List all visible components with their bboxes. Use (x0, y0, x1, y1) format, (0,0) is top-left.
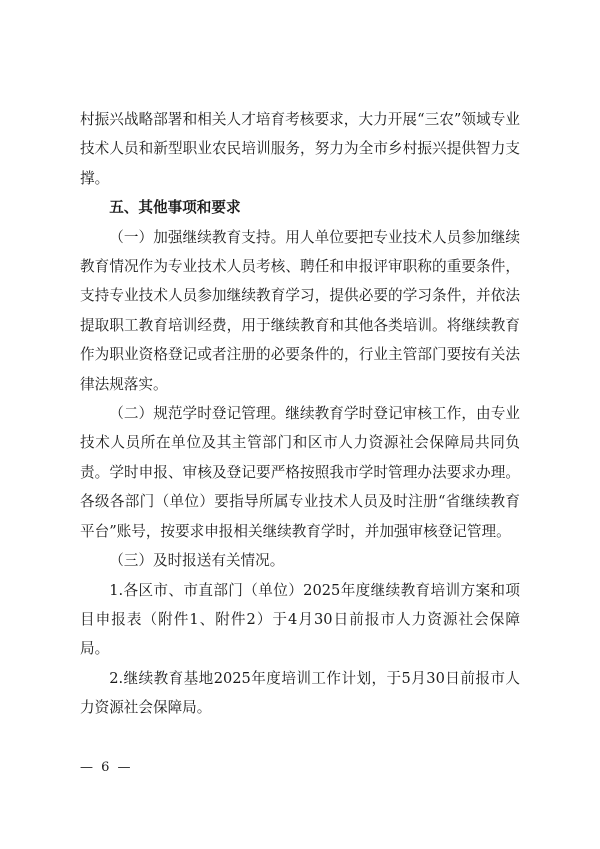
subsection-heading: （三）及时报送有关情况。 (109, 552, 285, 570)
paragraph-continuing-education-support (80, 223, 520, 399)
document-body (80, 105, 520, 723)
section-heading-text: 五、其他事项和要求 (109, 199, 241, 217)
paragraph-text: 用人单位要把专业技术人员参加继续教育情况作为专业技术人员考核、聘任和申报评审职称的重要条件，支持专业技术人员参加继续教育学习，提供必要的学习条件，并依法提取职工教育培训经费，用于继续教育和其他各类培训。将继续教育作为职业资格登记或者注册的必要条件的，行业主管部门要按有关法律法规落实。 (80, 228, 520, 393)
paragraph-credit-hour-management (80, 399, 520, 546)
paragraph-text: 1.各区市、市直部门（单位）2025年度继续教育培训方案和项目申报表（附件1、附件2）于4月30日前报市人力资源社会保障局。 (80, 581, 520, 658)
subsection-heading: （一）加强继续教育支持。 (109, 228, 286, 246)
paragraph-text: 村振兴战略部署和相关人才培育考核要求，大力开展“三农”领域专业技术人员和新型职业农民培训服务，努力为全市乡村振兴提供智力支撑。 (80, 111, 520, 187)
paragraph-item-1 (80, 576, 520, 664)
paragraph-timely-reporting (80, 546, 520, 575)
paragraph-item-2 (80, 664, 520, 723)
paragraph-rural-revitalization (80, 105, 520, 193)
page-number: — 6 — (80, 760, 133, 775)
paragraph-text: 2.继续教育基地2025年度培训工作计划，于5月30日前报市人力资源社会保障局。 (80, 669, 520, 717)
paragraph-text: 继续教育学时登记审核工作，由专业技术人员所在单位及其主管部门和区市人力资源社会保障局共同负责。学时申报、审核及登记要严格按照我市学时管理办法要求办理。各级各部门（单位）要指导所属专业技术人员及时注册“省继续教育平台”账号，按要求申报相关继续教育学时，并加强审核登记管理。 (80, 405, 520, 540)
subsection-heading: （二）规范学时登记管理。 (109, 405, 286, 423)
section-heading-other-matters (80, 193, 520, 222)
